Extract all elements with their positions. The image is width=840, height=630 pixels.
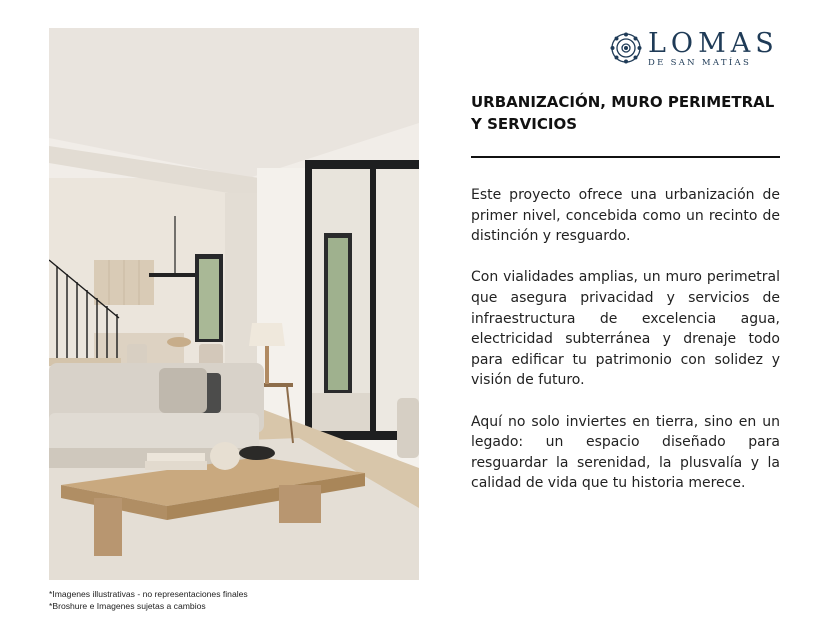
paragraph-1: Este proyecto ofrece una urbanización de primer nivel, concebida como un recinto de distinción y resguardo. xyxy=(471,187,780,245)
paragraph-3: Aquí no solo inviertes en tierra, sino en un legado: un espacio diseñado para resguardar la serenidad, la plusvalía y la calidad de vida que tu historia merece. xyxy=(471,413,780,492)
disclaimer xyxy=(49,588,248,612)
paragraph-2: Con vialidades amplias, un muro perimetral que asegura privacidad y servicios de infraestructura de excelencia agua, electricidad subterránea y drenaje todo para edificar tu patrimonio con solidez y visión de futuro. xyxy=(471,269,780,389)
body-text xyxy=(471,185,780,515)
brand-subtitle: DE SAN MATÍAS xyxy=(648,58,752,68)
disclaimer-line-2: *Broshure e Imagenes sujetas a cambios xyxy=(49,601,206,611)
divider xyxy=(471,156,780,158)
disclaimer-line-1: *Imagenes illustrativas - no representaciones finales xyxy=(49,589,248,599)
brand-name: LOMAS xyxy=(648,28,779,59)
interior-photo xyxy=(49,28,419,580)
mandala-icon xyxy=(610,32,642,64)
brand-logo xyxy=(610,28,780,68)
section-title: URBANIZACIÓN, MURO PERIMETRAL Y SERVICIOS xyxy=(471,93,775,133)
